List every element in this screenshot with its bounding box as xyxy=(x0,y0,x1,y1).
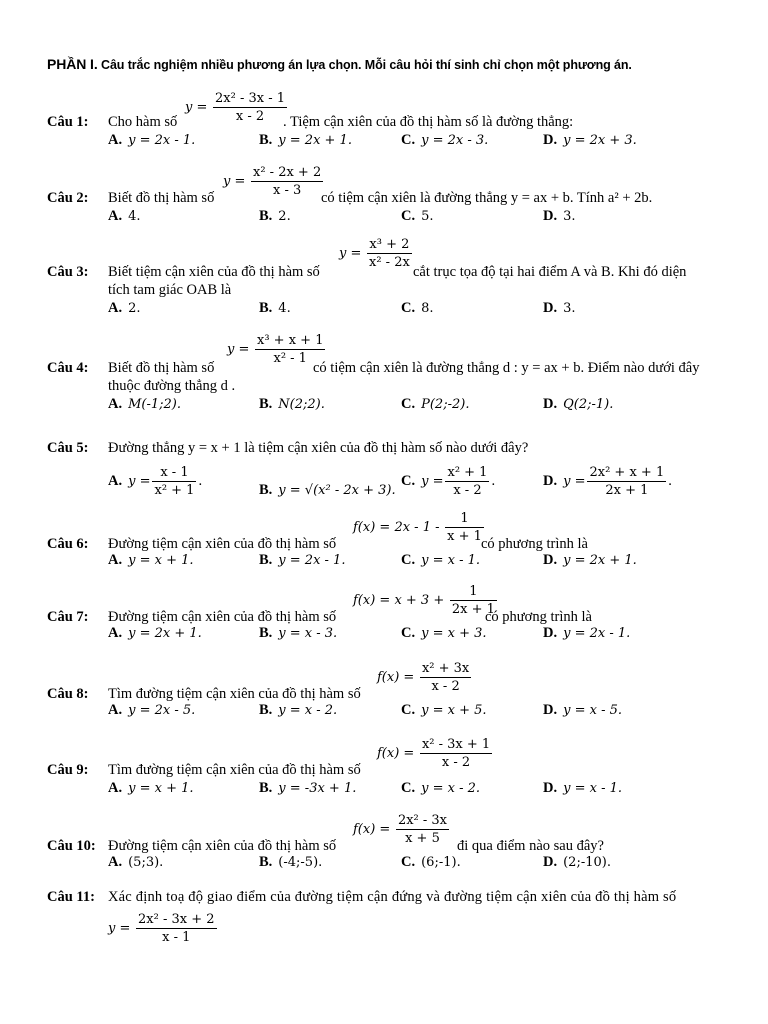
option-b[interactable]: B. 4. xyxy=(259,300,291,316)
question-4 xyxy=(47,334,727,418)
section-part: PHẦN I. xyxy=(47,56,98,72)
question-11 xyxy=(47,889,727,953)
option-b[interactable]: B. y = x - 2. xyxy=(259,702,338,718)
question-number: Câu 1: xyxy=(47,114,89,130)
question-text-after: có phương trình là xyxy=(481,536,588,552)
option-d[interactable]: D. 3. xyxy=(543,300,576,316)
option-c[interactable]: C. y = x - 1. xyxy=(401,552,481,568)
option-c[interactable]: C. P(2;-2). xyxy=(401,396,470,412)
options-row xyxy=(47,300,727,322)
question-number: Câu 7: xyxy=(47,609,89,625)
option-b[interactable]: B. y = 2x - 1. xyxy=(259,552,346,568)
option-d[interactable]: D. y = x - 1. xyxy=(543,780,623,796)
option-a[interactable]: A. y = x + 1. xyxy=(108,552,194,568)
option-a[interactable]: A. y = 2x - 5. xyxy=(108,702,196,718)
function-expression: y = $\frac{\text{2x² - 3x - 1}}{x - 2}$ xyxy=(185,91,286,124)
question-text: Biết đồ thị hàm số xyxy=(108,190,215,206)
function-expression: f(x) = x + 3 + $\frac{1}{2x + 1}$ xyxy=(353,584,495,617)
option-a[interactable]: A. y = x + 1. xyxy=(108,780,194,796)
question-text: Tìm đường tiệm cận xiên của đồ thị hàm số xyxy=(108,762,361,778)
question-6 xyxy=(47,512,727,574)
function-expression: f(x) = $\frac{\text{2x² - 3x}}{x + 5}$ xyxy=(353,813,448,846)
question-2 xyxy=(47,166,727,230)
question-text: Biết đồ thị hàm số xyxy=(108,360,215,376)
options-row xyxy=(47,702,727,724)
options-row xyxy=(47,132,727,154)
question-text: Xác định toạ độ giao điểm của đường tiệm cận đứng và đường tiệm cận xiên của đồ thị hàm số xyxy=(108,889,677,905)
option-b[interactable]: B. N(2;2). xyxy=(259,396,325,412)
question-7 xyxy=(47,585,727,647)
option-a[interactable]: A. (5;3). xyxy=(108,854,164,870)
function-expression: f(x) = 2x - 1 - $\frac{1}{x + 1}$ xyxy=(353,511,482,544)
option-d[interactable]: D. 3. xyxy=(543,208,576,224)
option-c[interactable]: C. 5. xyxy=(401,208,434,224)
question-text-after: có tiệm cận xiên là đường thẳng y = ax + b. Tính a² + 2b. xyxy=(321,190,653,206)
option-d[interactable]: D. y = 2x - 1. xyxy=(543,625,631,641)
question-text: Đường tiệm cận xiên của đồ thị hàm số xyxy=(108,536,337,552)
question-text-after: cắt trục tọa độ tại hai điểm A và B. Khi đó diện xyxy=(413,264,687,280)
question-number: Câu 5: xyxy=(47,440,89,456)
option-c[interactable]: C. y = 2x - 3. xyxy=(401,132,489,148)
question-text: Đường tiệm cận xiên của đồ thị hàm số xyxy=(108,609,337,625)
section-instructions: Câu trắc nghiệm nhiều phương án lựa chọn. Mỗi câu hỏi thí sinh chỉ chọn một phương án. xyxy=(101,58,632,72)
question-number: Câu 2: xyxy=(47,190,89,206)
options-row xyxy=(47,460,727,506)
option-a[interactable]: A. y = 2x - 1. xyxy=(108,132,196,148)
question-text-after: đi qua điểm nào sau đây? xyxy=(457,838,604,854)
question-8 xyxy=(47,662,727,724)
question-9 xyxy=(47,738,727,802)
option-b[interactable]: B. y = x - 3. xyxy=(259,625,338,641)
option-d[interactable]: D. y = $\frac{\text{2x² + x + 1}}{2x + 1}$ . xyxy=(543,465,672,498)
function-expression: y = $\frac{\text{x³ + 2}}{\text{x² - 2x}}$ xyxy=(339,237,410,270)
option-d[interactable]: D. Q(2;-1). xyxy=(543,396,614,412)
option-c[interactable]: C. (6;-1). xyxy=(401,854,461,870)
function-expression: y = $\frac{\text{x² - 2x + 2}}{x - 3}$ xyxy=(223,165,322,198)
option-b[interactable]: B. 2. xyxy=(259,208,291,224)
options-row xyxy=(47,396,727,418)
question-text-line2: tích tam giác OAB là xyxy=(108,282,232,298)
option-b[interactable]: B. (-4;-5). xyxy=(259,854,323,870)
option-d[interactable]: D. (2;-10). xyxy=(543,854,611,870)
question-1 xyxy=(47,92,727,154)
question-5 xyxy=(47,440,727,506)
question-text: Tìm đường tiệm cận xiên của đồ thị hàm số xyxy=(108,686,361,702)
function-expression: y = $\frac{\text{2x² - 3x + 2}}{x - 1}$ xyxy=(108,912,215,945)
question-number: Câu 11: xyxy=(47,889,95,905)
option-c[interactable]: C. y = x + 3. xyxy=(401,625,487,641)
option-b[interactable]: B. y = 2x + 1. xyxy=(259,132,352,148)
options-row xyxy=(47,854,727,876)
section-header xyxy=(47,56,632,72)
function-expression: y = $\frac{\text{x³ + x + 1}}{\text{x² - 1}}$ xyxy=(227,333,324,366)
option-b[interactable]: B. y = -3x + 1. xyxy=(259,780,357,796)
question-number: Câu 6: xyxy=(47,536,89,552)
question-10 xyxy=(47,814,727,876)
option-a[interactable]: A. 2. xyxy=(108,300,141,316)
question-text: Đường tiệm cận xiên của đồ thị hàm số xyxy=(108,838,337,854)
question-text-line2: thuộc đường thẳng d . xyxy=(108,378,236,394)
option-a[interactable]: A. 4. xyxy=(108,208,141,224)
question-text: Cho hàm số xyxy=(108,114,178,130)
question-text-after: có tiệm cận xiên là đường thẳng d : y = ax + b. Điểm nào dưới đây xyxy=(313,360,700,376)
option-a[interactable]: A. M(-1;2). xyxy=(108,396,182,412)
option-c[interactable]: C. y = x + 5. xyxy=(401,702,487,718)
option-b[interactable]: B. y = √(x² - 2x + 3). xyxy=(259,482,396,498)
options-row xyxy=(47,552,727,574)
option-d[interactable]: D. y = 2x + 1. xyxy=(543,552,637,568)
question-text: Đường thẳng y = x + 1 là tiệm cận xiên của đồ thị hàm số nào dưới đây? xyxy=(108,440,529,456)
question-text-after: có phương trình là xyxy=(485,609,592,625)
option-c[interactable]: C. 8. xyxy=(401,300,434,316)
question-number: Câu 3: xyxy=(47,264,89,280)
option-a[interactable]: A. y = $\frac{x - 1}{\text{x² + 1}}$ . xyxy=(108,465,203,498)
question-text-after: . Tiệm cận xiên của đồ thị hàm số là đường thẳng: xyxy=(283,114,574,130)
question-number: Câu 4: xyxy=(47,360,89,376)
function-expression: f(x) = $\frac{\text{x² + 3x}}{x - 2}$ xyxy=(377,661,470,694)
option-d[interactable]: D. y = 2x + 3. xyxy=(543,132,637,148)
option-c[interactable]: C. y = $\frac{\text{x² + 1}}{x - 2}$ . xyxy=(401,465,496,498)
option-c[interactable]: C. y = x - 2. xyxy=(401,780,481,796)
question-number: Câu 9: xyxy=(47,762,89,778)
question-number: Câu 8: xyxy=(47,686,89,702)
options-row xyxy=(47,625,727,647)
option-a[interactable]: A. y = 2x + 1. xyxy=(108,625,202,641)
function-expression: f(x) = $\frac{\text{x² - 3x + 1}}{x - 2}$ xyxy=(377,737,491,770)
question-text: Biết tiệm cận xiên của đồ thị hàm số xyxy=(108,264,320,280)
options-row xyxy=(47,780,727,802)
options-row xyxy=(47,208,727,230)
option-d[interactable]: D. y = x - 5. xyxy=(543,702,623,718)
question-number: Câu 10: xyxy=(47,838,96,854)
question-3 xyxy=(47,238,727,322)
